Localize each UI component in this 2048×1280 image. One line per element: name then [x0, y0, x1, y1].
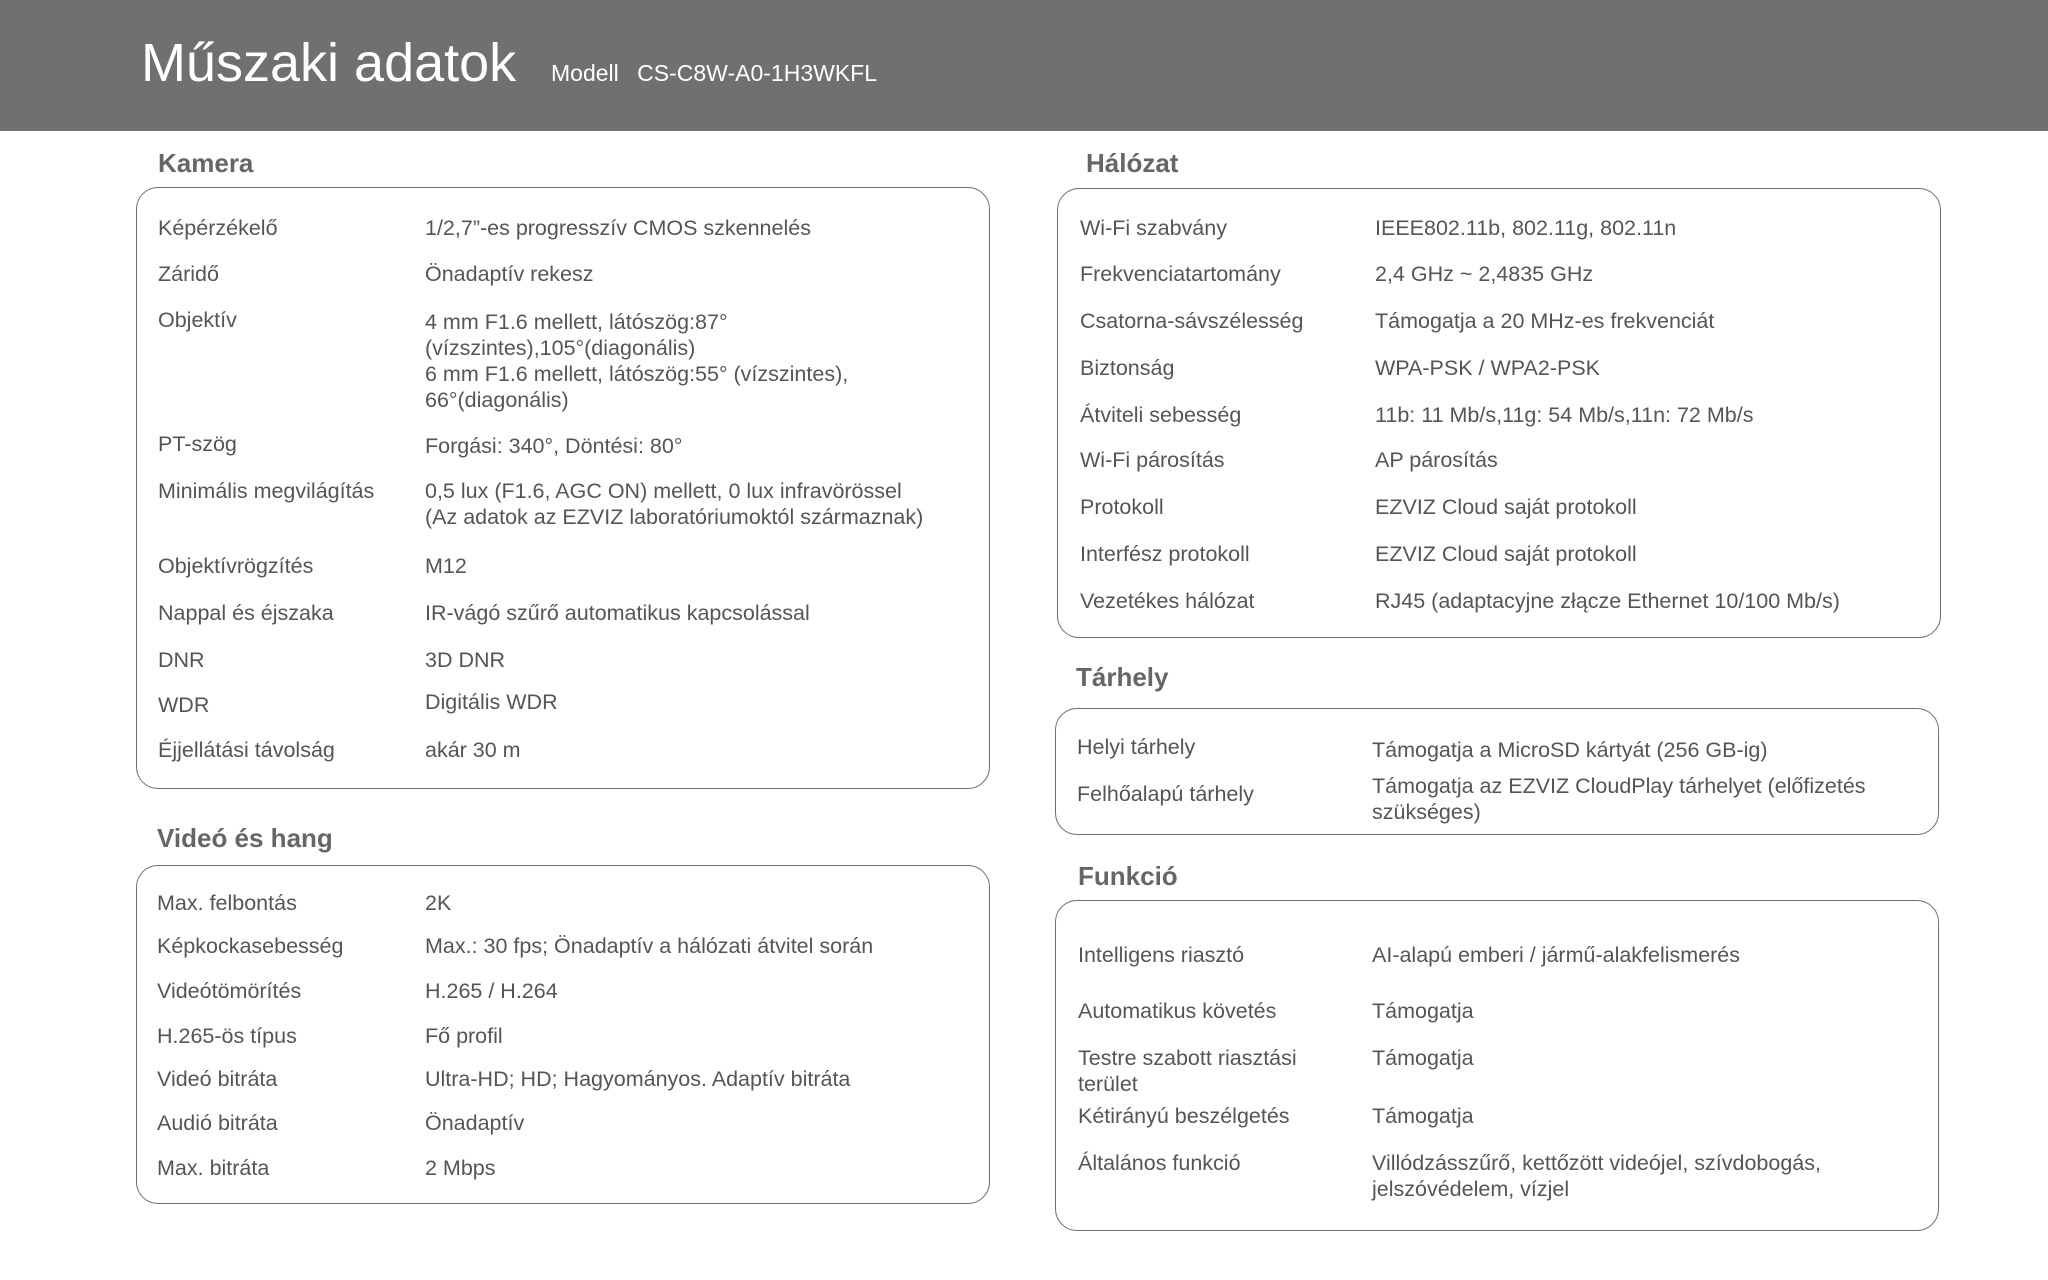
spec-value: Támogatja — [1372, 1104, 1474, 1128]
spec-label: Objektívrögzítés — [158, 554, 314, 578]
section-title-network: Hálózat — [1086, 148, 1179, 178]
spec-value: Max.: 30 fps; Önadaptív a hálózati átvitel során — [425, 934, 874, 958]
spec-label: Felhőalapú tárhely — [1077, 782, 1254, 806]
spec-value: 11b: 11 Mb/s,11g: 54 Mb/s,11n: 72 Mb/s — [1375, 403, 1754, 427]
spec-value: Önadaptív — [425, 1111, 525, 1135]
spec-value: 2K — [425, 891, 452, 915]
spec-label: WDR — [158, 693, 210, 717]
spec-label: Nappal és éjszaka — [158, 601, 334, 625]
page-title: Műszaki adatok — [141, 33, 517, 93]
spec-label: Videó bitráta — [157, 1067, 278, 1091]
spec-value: EZVIZ Cloud saját protokoll — [1375, 495, 1637, 519]
spec-label: Csatorna-sávszélesség — [1080, 309, 1304, 333]
spec-value: 2,4 GHz ~ 2,4835 GHz — [1375, 262, 1594, 286]
spec-value: AI-alapú emberi / jármű-alakfelismerés — [1372, 943, 1741, 967]
spec-value: Fő profil — [425, 1024, 503, 1048]
model-label: Modell — [551, 60, 619, 86]
spec-label: DNR — [158, 648, 205, 672]
section-title-storage: Tárhely — [1076, 662, 1169, 692]
spec-value: Ultra-HD; HD; Hagyományos. Adaptív bitráta — [425, 1067, 851, 1091]
spec-value: Támogatja az EZVIZ CloudPlay tárhelyet (előfizetés szükséges) — [1372, 774, 1866, 824]
header-bar — [0, 0, 2048, 131]
section-title-video-audio: Videó és hang — [157, 823, 333, 853]
spec-value: H.265 / H.264 — [425, 979, 558, 1003]
spec-value: Villódzásszűrő, kettőzött videójel, szívdobogás, jelszóvédelem, vízjel — [1372, 1151, 1821, 1201]
spec-value: 0,5 lux (F1.6, AGC ON) mellett, 0 lux infravörössel (Az adatok az EZVIZ laboratóriumoktól származnak) — [425, 479, 924, 529]
spec-label: Biztonság — [1080, 356, 1175, 380]
spec-value: Támogatja a 20 MHz-es frekvenciát — [1375, 309, 1715, 333]
spec-value: Támogatja a MicroSD kártyát (256 GB-ig) — [1372, 738, 1768, 762]
spec-label: Vezetékes hálózat — [1080, 589, 1255, 613]
spec-label: PT-szög — [158, 432, 237, 456]
section-title-camera: Kamera — [158, 148, 254, 178]
spec-label: Minimális megvilágítás — [158, 479, 375, 503]
spec-value: Forgási: 340°, Döntési: 80° — [425, 434, 683, 458]
spec-label: Videótömörítés — [157, 979, 302, 1003]
spec-value: 3D DNR — [425, 648, 506, 672]
spec-label: Testre szabott riasztási terület — [1078, 1046, 1297, 1096]
spec-value: IEEE802.11b, 802.11g, 802.11n — [1375, 216, 1677, 240]
spec-label: Képérzékelő — [158, 216, 278, 240]
spec-value: EZVIZ Cloud saját protokoll — [1375, 542, 1637, 566]
spec-label: Intelligens riasztó — [1078, 943, 1245, 967]
spec-label: Automatikus követés — [1078, 999, 1277, 1023]
spec-label: Wi-Fi párosítás — [1080, 448, 1225, 472]
spec-value: 2 Mbps — [425, 1156, 496, 1180]
spec-label: Audió bitráta — [157, 1111, 278, 1135]
spec-value: IR-vágó szűrő automatikus kapcsolással — [425, 601, 810, 625]
spec-value: RJ45 (adaptacyjne złącze Ethernet 10/100 Mb/s) — [1375, 589, 1840, 613]
spec-label: Max. bitráta — [157, 1156, 270, 1180]
spec-value: 1/2,7”-es progresszív CMOS szkennelés — [425, 216, 811, 240]
spec-value: AP párosítás — [1375, 448, 1498, 472]
spec-label: Max. felbontás — [157, 891, 297, 915]
spec-value: 4 mm F1.6 mellett, látószög:87° (vízszintes),105°(diagonális) 6 mm F1.6 mellett, látószög:55° (vízszintes), 66°(diagonális) — [425, 310, 849, 412]
spec-value: WPA-PSK / WPA2-PSK — [1375, 356, 1600, 380]
model-info — [551, 58, 877, 88]
spec-label: Interfész protokoll — [1080, 542, 1250, 566]
spec-label: Frekvenciatartomány — [1080, 262, 1281, 286]
spec-label: Kétirányú beszélgetés — [1078, 1104, 1290, 1128]
spec-label: Általános funkció — [1078, 1151, 1241, 1175]
spec-value: Digitális WDR — [425, 690, 558, 714]
spec-label: Helyi tárhely — [1077, 735, 1196, 759]
spec-value: Támogatja — [1372, 999, 1474, 1023]
spec-label: Átviteli sebesség — [1080, 403, 1242, 427]
spec-label: Protokoll — [1080, 495, 1164, 519]
spec-value: akár 30 m — [425, 738, 521, 762]
spec-value: M12 — [425, 554, 467, 578]
section-title-function: Funkció — [1078, 861, 1178, 891]
spec-label: Képkockasebesség — [157, 934, 344, 958]
spec-label: H.265-ös típus — [157, 1024, 297, 1048]
spec-label: Objektív — [158, 308, 237, 332]
spec-value: Támogatja — [1372, 1046, 1474, 1070]
spec-label: Éjjellátási távolság — [158, 738, 335, 762]
spec-value: Önadaptív rekesz — [425, 262, 594, 286]
model-value: CS-C8W-A0-1H3WKFL — [637, 60, 877, 86]
spec-label: Záridő — [158, 262, 219, 286]
spec-label: Wi-Fi szabvány — [1080, 216, 1227, 240]
